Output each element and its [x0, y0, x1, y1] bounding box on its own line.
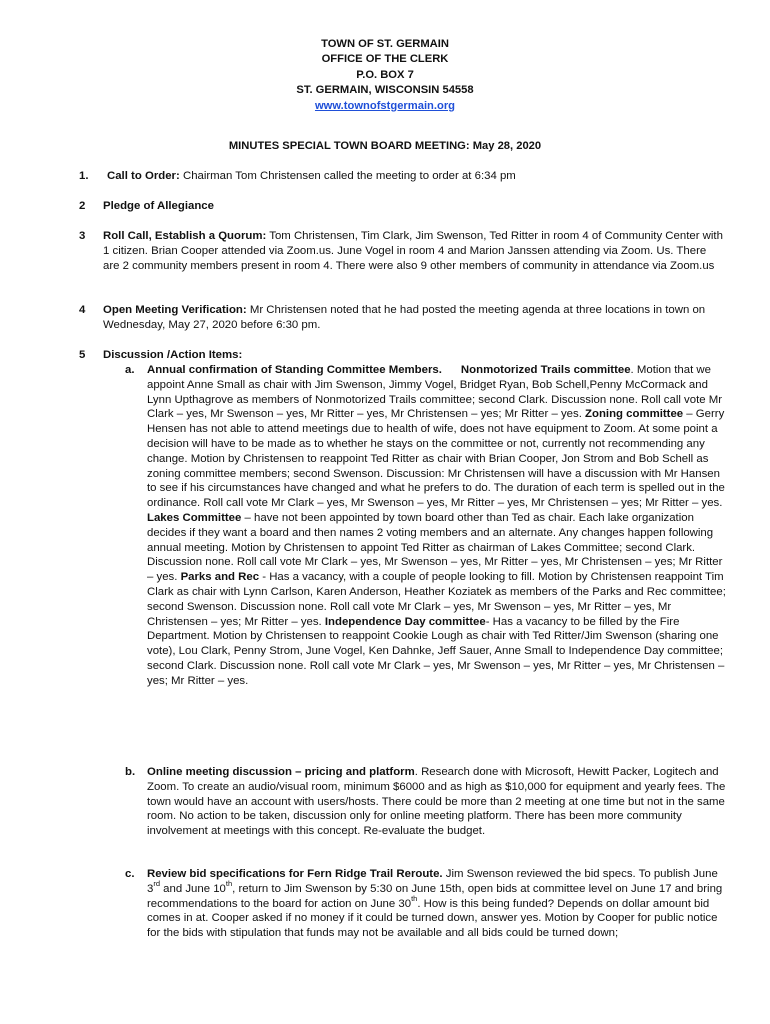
item-number: 4: [79, 304, 86, 316]
subitem-letter: a.: [125, 364, 135, 376]
ordinal-suffix: th: [411, 893, 418, 903]
subitem-text: and June 10: [160, 882, 226, 895]
po-box: P.O. BOX 7: [356, 68, 414, 81]
item-number: 2: [79, 200, 86, 212]
item-text: Tom Christensen, Tim Clark, Jim Swenson, Ted Ritter in room 4 of Community Center with 1 citizen. Brian Cooper attended via Zoom.us. June Vogel in room 4 and Marion Janssen attending via Zoom. Us. There are 2 community members present in room 4. There were also 9 other members of community in attendance via Zoom.us: [103, 230, 723, 272]
subitem-text: Motion that we appoint Anne Small as chair with Jim Swenson, Jimmy Vogel, Bridget Ryan, Bob Schell,Penny McCormack and Lynn Upthagrove as members of Nonmotorized Trails committee; second Clark. Discussion none. Roll call vote Mr Clark – yes, Mr Swenson – yes, Mr Ritter – yes, Mr Christensen – yes; Mr Ritter – yes.: [147, 364, 723, 421]
subitem-body: [147, 765, 727, 839]
subitem-text: Jim Swenson reviewed the bid specs. To publish June 3: [147, 868, 718, 895]
subitem-heading: Annual confirmation of Standing Committee Members.: [147, 364, 442, 376]
nonmotorized-trails-heading: Nonmotorized Trails committee: [460, 364, 631, 376]
subitem-text: . How is this being funded? Depends on dollar amount bid comes in at. Cooper asked if no money if it could be turned down, answer yes. Motion by Cooper for public notice for the bids with stipulation that funds may not be available and all bids could be turned down;: [147, 897, 718, 940]
subitem-text: – Gerry Hensen has not able to attend meetings due to health of wife, does not have equipment to Zoom. At some point a decision will have to be made as to whether he stays on the committee or not, currently not recommending any change. Motion by Christensen to reappoint Ted Ritter as chair with Brian Cooper, Jon Strom and Bob Schell as zoning committee members; second Swenson. Discussion: Mr Christensen will have a discussion with Mr Hansen to see if his circumstances have changed and what he prefers to do. The duration of each term is spelled out in the ordinance. Roll call vote Mr Clark – yes, Mr Swenson – yes, Mr Ritter – yes, Mr Christensen – yes; Mr Ritter – yes.: [147, 408, 725, 510]
office-name: OFFICE OF THE CLERK: [321, 53, 449, 66]
item-number: 1.: [79, 170, 89, 182]
subitem-text: - Has a vacancy, with a couple of people looking to fill. Motion by Christensen reappoint Tim Clark as chair with Lynn Carlson, Karen Anderson, Heather Koziatek as members of the Parks and Rec committee; second Swenson. Discussion none. Roll call vote Mr Clark – yes, Mr Swenson – yes, Mr Ritter – yes, Mr Christensen – yes; Mr Ritter – yes.: [147, 571, 726, 628]
item-heading: Pledge of Allegiance: [103, 200, 214, 212]
item-heading: Discussion /Action Items:: [103, 349, 243, 361]
item-text: Mr Christensen noted that he had posted the meeting agenda at three locations in town on Wednesday, May 27, 2020 before 6:30 pm.: [103, 304, 706, 331]
website-link[interactable]: www.townofstgermain.org: [314, 99, 456, 112]
page-title: MINUTES SPECIAL TOWN BOARD MEETING: May 28, 2020: [228, 140, 542, 152]
item-body: [107, 169, 727, 184]
subitem-letter: b.: [125, 766, 136, 778]
parks-rec-heading: Parks and Rec: [180, 571, 260, 584]
item-number: 5: [79, 349, 86, 361]
ordinal-suffix: th: [225, 879, 233, 888]
subitem-text: . Research done with Microsoft, Hewitt Packer, Logitech and Zoom. To create an audio/visual room, minimum $6000 and as high as $10,000 for equipment and yearly fees. The town would have an account with users/hosts. There could be more than 2 meeting at one time but not in the same room. No action to be taken, discussion only for online meeting platform. There has been more community involvement at meetings with this concept. Re-evaluate the budget.: [147, 766, 726, 838]
letterhead: [0, 37, 770, 114]
subitem-text: – have not been appointed by town board other than Ted as chair. Each lake organization decides if they want a board and then names 2 voting members and an alternate. Any changes happen following annual meeting. Motion by Christensen to appoint Ted Ritter as chairman of Lakes Committee; second Clark. Discussion none. Roll call vote Mr Clark – yes, Mr Swenson – yes, Mr Ritter – yes, Mr Christensen – yes; Mr Ritter – yes.: [147, 511, 723, 584]
item-body: [103, 348, 723, 363]
subitem-letter: c.: [125, 868, 135, 880]
zoning-committee-heading: Zoning committee: [585, 408, 684, 421]
ordinal-suffix: rd: [153, 879, 161, 888]
subitem-heading: Online meeting discussion – pricing and platform: [147, 766, 415, 778]
item-heading: Open Meeting Verification:: [103, 304, 247, 316]
subitem-body: [147, 867, 727, 941]
subitem-text: - Has a vacancy to be filled by the Fire Department. Motion by Christensen to reappoint Cookie Lough as chair with Ted Ritter/Jim Swenson (sharing one vote), Lou Clark, Penny Strom, June Vogel, Ken Dahnke, Jeff Sauer, Anne Small to Independence Day committee; second Clark. Discussion none. Roll call vote Mr Clark – yes, Mr Swenson – yes, Mr Ritter – yes, Mr Christensen – yes; Mr Ritter – yes.: [147, 615, 725, 687]
city-state-zip: ST. GERMAIN, WISCONSIN 54558: [296, 84, 474, 97]
lakes-committee-heading: Lakes Committee: [147, 511, 242, 524]
item-number: 3: [79, 230, 86, 242]
item-heading: Roll Call, Establish a Quorum:: [103, 230, 267, 242]
subitem-heading: Review bid specifications for Fern Ridge Trail Reroute.: [147, 868, 443, 880]
town-name: TOWN OF ST. GERMAIN: [321, 38, 449, 50]
item-body: [103, 229, 723, 273]
item-text: Chairman Tom Christensen called the meeting to order at 6:34 pm: [179, 170, 516, 182]
item-body: [103, 303, 723, 333]
independence-day-heading: Independence Day committee: [324, 615, 486, 628]
item-heading: Call to Order:: [107, 170, 180, 182]
subitem-body: Annual confirmation of Standing Committee Members. Nonmotorized Trails committee. Motion that we appoint Anne Small as chair with Jim Swenson, Jimmy Vogel, Bridget Ryan, Bob Schell,Penny McCormack and Lynn Upthagrove as members of Nonmotorized Trails committee; second Clark. Discussion none. Roll call vote Mr Clark – yes, Mr Swenson – yes, Mr Ritter – yes, Mr Christensen – yes; Mr Ritter – yes. Zoning committee – Gerry Hensen has not able to attend meetings due to health of wife, does not have equipment to Zoom. At some point a decision will have to be made as to whether he stays on the committee or not, currently not recommending any change. Motion by Christensen to reappoint Ted Ritter as chair with Brian Cooper, Jon Strom and Bob Schell as zoning committee members; second Swenson. Discussion: Mr Christensen will have a discussion with Mr Hansen to see if his circumstances have changed and what he prefers to do. The duration of each term is spelled out in the ordinance. Roll call vote Mr Clark – yes, Mr Swenson – yes, Mr Ritter – yes, Mr Christensen – yes; Mr Ritter – yes. Lakes Committee – have not been appointed by town board other than Ted as chair. Each lake organization decides if they want a board and then names 2 voting members and an alternate. Any changes happen following annual meeting. Motion by Christensen to appoint Ted Ritter as chairman of Lakes Committee; second Clark. Discussion none. Roll call vote Mr Clark – yes, Mr Swenson – yes, Mr Ritter – yes, Mr Christensen – yes; Mr Ritter – yes. Parks and Rec - Has a vacancy, with a couple of people looking to fill. Motion by Christensen reappoint Tim Clark as chair with Lynn Carlson, Karen Anderson, Heather Koziatek as members of the Parks and Rec committee; second Swenson. Discussion none. Roll call vote Mr Clark – yes, Mr Swenson – yes, Mr Ritter – yes, Mr Christensen – yes; Mr Ritter – yes. Independence Day committee- Has a vacancy to be filled by the Fire Department. Motion by Christensen to reappoint Cookie Lough as chair with Ted Ritter/Jim Swenson (sharing one vote), Lou Clark, Penny Strom, June Vogel, Ken Dahnke, Jeff Sauer, Anne Small to Independence Day committee; second Clark. Discussion none. Roll call vote Mr Clark – yes, Mr Swenson – yes, Mr Ritter – yes, Mr Christensen – yes; Mr Ritter – yes.: [147, 364, 726, 687]
subitem-text: , return to Jim Swenson by 5:30 on June 15th, open bids at committee level on June 17 and bring recommendations to the board for action on June 30: [147, 882, 723, 910]
item-body: [103, 199, 723, 214]
